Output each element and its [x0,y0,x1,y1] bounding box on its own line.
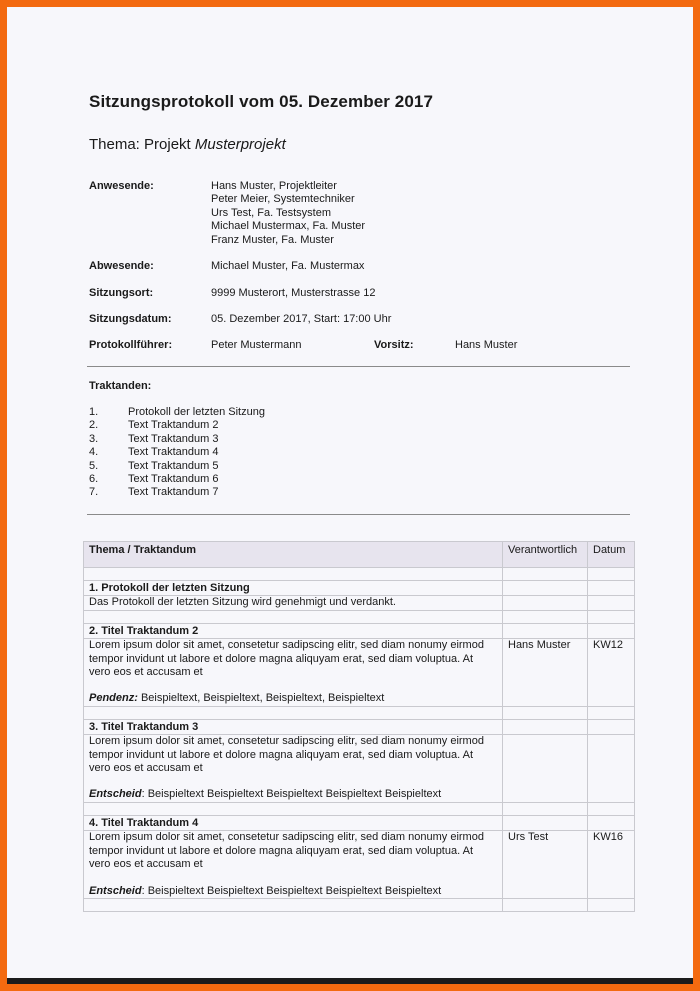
table-row [84,610,635,623]
section-body: Lorem ipsum dolor sit amet, consetetur sadipscing elitr, sed diam nonumy eirmod tempor invidunt ut labore et dolore magna aliquyam erat, sed diam voluptua. At vero eos et accusam et Entscheid: Beispieltext Beispieltext Beispieltext Beispieltext Beispieltext [84,735,503,803]
table-row [84,831,635,899]
attendee: Michael Mustermax, Fa. Muster [211,220,366,233]
anwesende-label: Anwesende: [89,180,154,192]
attendee-list [211,180,365,247]
header-thema: Thema / Traktandum [84,542,503,568]
datum-label: Sitzungsdatum: [89,313,172,325]
document-title: Sitzungsprotokoll vom 05. Dezember 2017 [89,92,433,111]
vorsitz-label: Vorsitz: [374,339,414,351]
section-title: 2. Titel Traktandum 2 [84,623,503,638]
list-item: 5. Text Traktandum 5 [89,459,219,472]
table-row [84,581,635,596]
owner-cell: Hans Muster [503,639,588,707]
ort-value: 9999 Musterort, Musterstrasse 12 [211,287,376,299]
list-item: 2. Text Traktandum 2 [89,419,219,432]
attendee: Franz Muster, Fa. Muster [211,233,334,246]
attendee: Hans Muster, Projektleiter [211,180,337,192]
vorsitz-value: Hans Muster [455,339,518,351]
table-row [84,719,635,734]
abwesende-value: Michael Muster, Fa. Mustermax [211,260,365,272]
table-row [84,706,635,719]
attendee: Peter Meier, Systemtechniker [211,193,355,206]
date-cell: KW12 [588,639,635,707]
list-item: 1. Protokoll der letzten Sitzung [89,406,265,418]
section-note: Pendenz: Beispieltext, Beispieltext, Beispieltext, Beispieltext [89,692,385,705]
date-cell: KW16 [588,831,635,899]
section-body: Das Protokoll der letzten Sitzung wird genehmigt und verdankt. [84,596,503,610]
section-note: Entscheid: Beispieltext Beispieltext Beispieltext Beispieltext Beispieltext [89,884,442,897]
table-header-row [84,542,635,568]
document-subtitle [89,136,286,153]
attendee: Urs Test, Fa. Testsystem [211,206,332,219]
table-row [84,815,635,830]
table-row [84,568,635,581]
header-datum: Datum [588,542,635,568]
table-row [84,596,635,610]
table-row [84,735,635,803]
list-item: 4. Text Traktandum 4 [89,446,219,459]
traktanden-heading: Traktanden: [89,380,152,392]
divider [87,514,630,515]
abwesende-label: Abwesende: [89,260,154,272]
traktanden-list [89,406,265,500]
list-item: 6. Text Traktandum 6 [89,473,219,486]
section-note: Entscheid: Beispieltext Beispieltext Beispieltext Beispieltext Beispieltext [89,788,442,801]
section-title: 4. Titel Traktandum 4 [84,815,503,830]
datum-value: 05. Dezember 2017, Start: 17:00 Uhr [211,313,392,325]
header-verantwortlich: Verantwortlich [503,542,588,568]
table-row [84,639,635,707]
section-body: Lorem ipsum dolor sit amet, consetetur sadipscing elitr, sed diam nonumy eirmod tempor invidunt ut labore et dolore magna aliquyam erat, sed diam voluptua. At vero eos et accusam et Pendenz: Beispieltext, Beispieltext, Beispieltext, Beispieltext [84,639,503,707]
subtitle-project: Musterprojekt [194,136,286,153]
subtitle-prefix: Thema: Projekt [89,136,195,153]
section-title: 3. Titel Traktandum 3 [84,719,503,734]
section-title: 1. Protokoll der letzten Sitzung [84,581,503,596]
protokoll-label: Protokollführer: [89,339,173,351]
table-row [84,802,635,815]
list-item: 7. Text Traktandum 7 [89,486,219,499]
protocol-table [83,541,635,912]
table-row [84,898,635,911]
divider [87,366,630,367]
owner-cell: Urs Test [503,831,588,899]
list-item: 3. Text Traktandum 3 [89,432,219,445]
section-body: Lorem ipsum dolor sit amet, consetetur sadipscing elitr, sed diam nonumy eirmod tempor invidunt ut labore et dolore magna aliquyam erat, sed diam voluptua. At vero eos et accusam et Entscheid: Beispieltext Beispieltext Beispieltext Beispieltext Beispieltext [84,831,503,899]
table-row [84,623,635,638]
ort-label: Sitzungsort: [89,287,154,299]
protokoll-value: Peter Mustermann [211,339,302,351]
